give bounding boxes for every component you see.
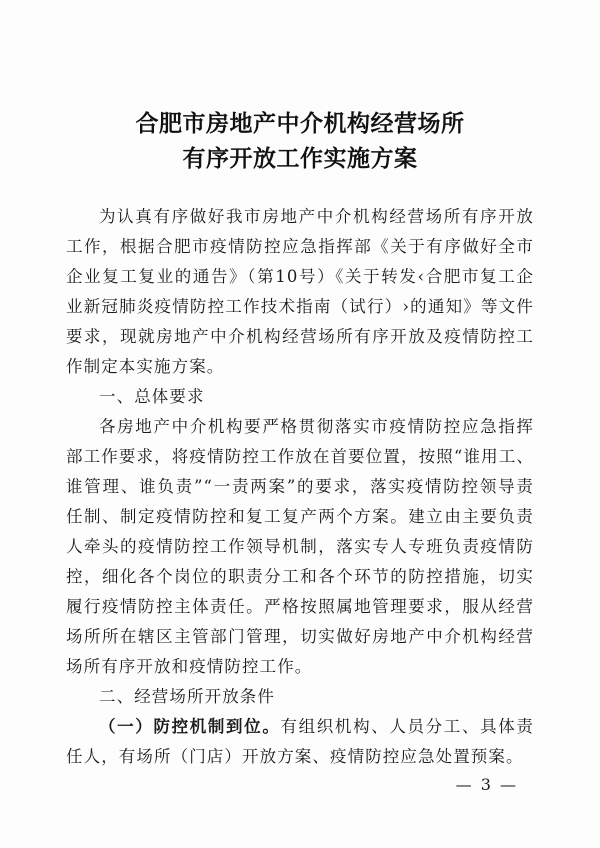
document-body [66,202,534,772]
section-2-heading: 二、经营场所开放条件 [99,687,275,706]
section-2-item-1-label: （一）防控机制到位。 [99,717,281,736]
section-2-item-1-text: 有组织机构、人员分工、具体责任人，有场所（门店）开放方案、疫情防控应急处置预案。 [66,717,535,766]
section-1-paragraph: 各房地产中介机构要严格贯彻落实市疫情防控应急指挥部工作要求，将疫情防控工作放在首要位置，按照“谁用工、谁管理、谁负责”“一责两案”的要求，落实疫情防控领导责任制、制定疫情防控和复工复产两个方案。建立由主要负责人牵头的疫情防控工作领导机制，落实专人专班负责疫情防控，细化各个岗位的职责分工和各个环节的防控措施，切实履行疫情防控主体责任。严格按照属地管理要求，服从经营场所所在辖区主管部门管理，切实做好房地产中介机构经营场所有序开放和疫情防控工作。 [66,417,534,676]
document-title-line-1: 合肥市房地产中介机构经营场所 [135,111,465,137]
section-2-item-1 [66,712,534,772]
page-number: — 3 — [455,775,518,794]
section-1-heading: 一、总体要求 [99,387,205,406]
intro-paragraph: 为认真有序做好我市房地产中介机构经营场所有序开放工作，根据合肥市疫情防控应急指挥部《关于有序做好全市企业复工复业的通告》（第10号）《关于转发‹合肥市复工企业新冠肺炎疫情防控工作技术指南（试行）›的通知》等文件要求，现就房地产中介机构经营场所有序开放及疫情防控工作制定本实施方案。 [66,207,534,376]
document-title-line-2: 有序开放工作实施方案 [182,146,418,172]
